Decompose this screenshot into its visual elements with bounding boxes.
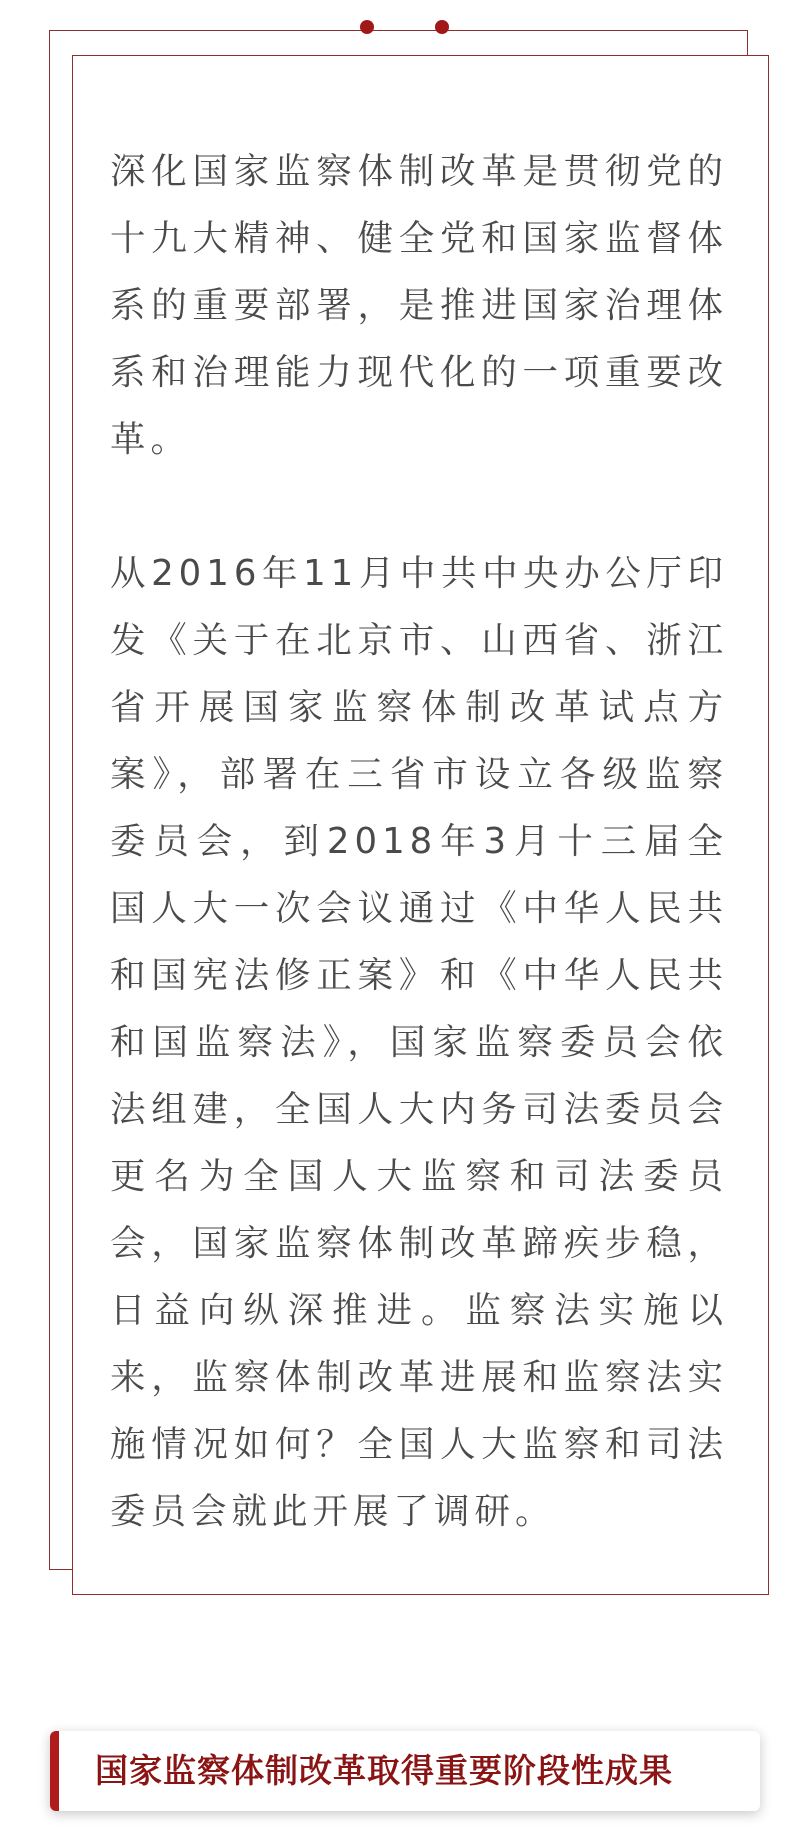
article-paragraph-1: 深化国家监察体制改革是贯彻党的十九大精神、健全党和国家监督体系的重要部署，是推进国家治理体系和治理能力现代化的一项重要改革。 <box>110 151 728 460</box>
decorative-dot-right <box>435 20 449 34</box>
section-accent-bar <box>50 1731 59 1811</box>
article-body <box>110 138 728 1612</box>
article-paragraph-2: 从2016年11月中共中央办公厅印发《关于在北京市、山西省、浙江省开展国家监察体制改革试点方案》，部署在三省市设立各级监察委员会，到2018年3月十三届全国人大一次会议通过《中华人民共和国宪法修正案》和《中华人民共和国监察法》，国家监察委员会依法组建，全国人大内务司法委员会更名为全国人大监察和司法委员会，国家监察体制改革蹄疾步稳，日益向纵深推进。监察法实施以来，监察体制改革进展和监察法实施情况如何？全国人大监察和司法委员会就此开展了调研。 <box>110 553 728 1532</box>
decorative-dot-left <box>360 20 374 34</box>
section-title: 国家监察体制改革取得重要阶段性成果 <box>95 1751 673 1790</box>
section-header-card <box>50 1731 760 1811</box>
